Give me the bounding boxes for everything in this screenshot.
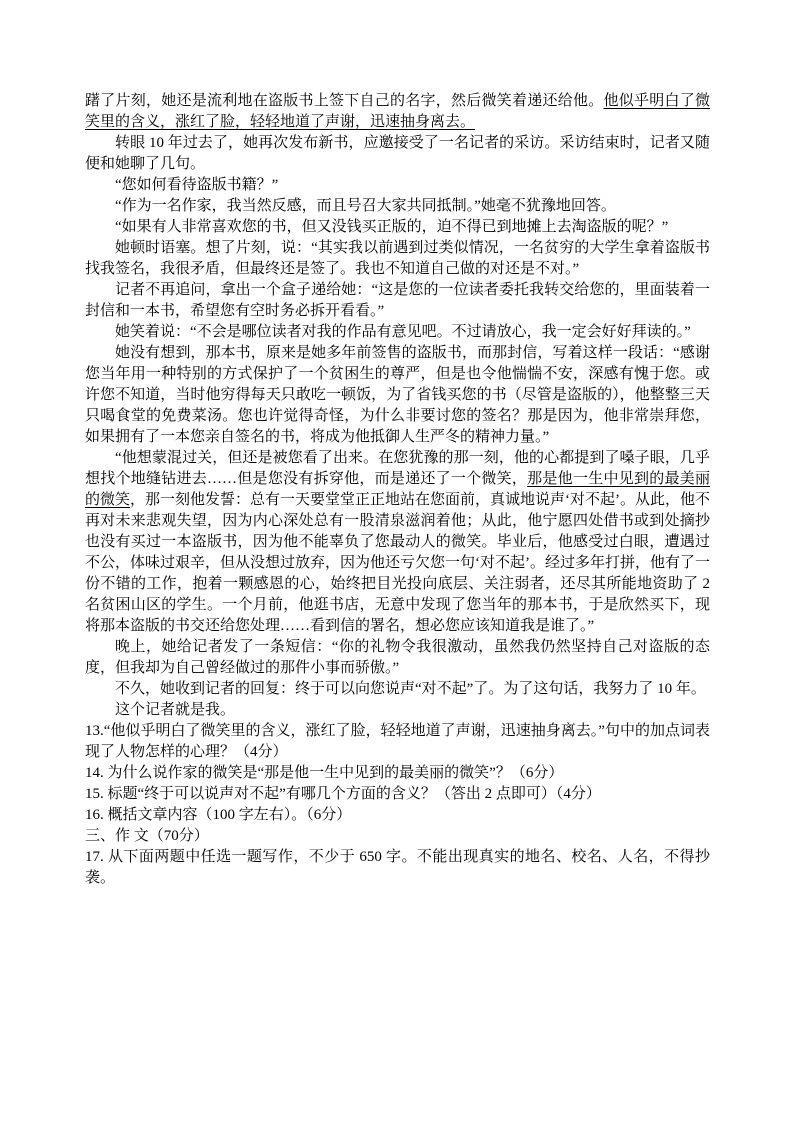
paragraph-letter-2 [85,448,710,637]
question-15 [85,784,710,805]
text-run: “作为一名作家，我当然反感，而且号召大家共同抵制。”她毫不犹豫地回答。 [115,198,616,214]
section-heading-composition [85,826,710,847]
text-run: “如果有人非常喜欢您的书，但又没钱买正版的，迫不得已到地摊上去淘盗版的呢？” [115,219,669,235]
text-run: 她笑着说：“不会是哪位读者对我的作品有意见吧。不过请放心，我一定会好好拜读的。” [115,324,691,340]
paragraph-letter-1 [85,343,710,448]
text-run: 14. 为什么说作家的微笑是“那是他一生中见到的最美丽的微笑”？（6分） [85,765,564,781]
text-run: 躇了片刻，她还是流利地在盗版书上签下自己的名字，然后微笑着递还给他。 [85,93,604,109]
text-run: “您如何看待盗版书籍？” [115,177,279,193]
question-14 [85,763,710,784]
paragraph-story-2 [85,238,710,280]
text-run: 13.“他似乎明白了微笑里的含义，涨红了脸，轻轻地道了声谢，迅速抽身离去。”句中的加点词表现了人物怎样的心理？（4分） [85,723,710,760]
text-run: 转眼 10 年过去了，她再次发布新书，应邀接受了一名记者的采访。采访结束时，记者又随便和她聊了几句。 [85,135,710,172]
text-run: 晚上，她给记者发了一条短信：“你的礼物令我很激动，虽然我仍然坚持自己对盗版的态度，但我却为自己曾经做过的那件小事而骄傲。” [85,639,710,676]
text-run: 16. 概括文章内容（100 字左右）。（6分） [85,807,352,823]
text-run: 她没有想到，那本书，原来是她多年前签售的盗版书，而那封信，写着这样一段话：“感谢您当年用一种特别的方式保护了一个贫困生的尊严，但是也令他惴惴不安，深感有愧于您。或许您不知道，当时他穷得每天只敢吃一顿饭，为了省钱买您的书（尽管是盗版的），他整整三天只喝食堂的免费菜汤。您也许觉得奇怪，为什么非要讨您的签名？那是因为，他非常崇拜您，如果拥有了一本您亲自签名的书，将成为他抵御人生严冬的精神力量。” [85,345,710,445]
question-13 [85,721,710,763]
paragraph-dialogue-2 [85,196,710,217]
text-run: 17. 从下面两题中任选一题写作，不少于 650 字。不能出现真实的地名、校名、人名，不得抄袭。 [85,849,710,886]
paragraph-story-1 [85,133,710,175]
paragraph-story-5 [85,637,710,679]
text-run: 三、作 文（70分） [85,828,209,844]
question-16 [85,805,710,826]
paragraph-continuation [85,91,710,133]
paragraph-dialogue-1 [85,175,710,196]
underlined-text-run: 那是他一生中见到的最美丽的微笑 [85,471,710,508]
question-17 [85,847,710,889]
paragraph-dialogue-3 [85,217,710,238]
paragraph-story-6 [85,679,710,700]
text-run: 她顿时语塞。想了片刻，说：“其实我以前遇到过类似情况，一名贫穷的大学生拿着盗版书找我签名，我很矛盾，但最终还是签了。我也不知道自己做的对还是不对。” [85,240,710,277]
text-run: 记者不再追问，拿出一个盒子递给她：“这是您的一位读者委托我转交给您的，里面装着一封信和一本书，希望您有空时务必拆开看看。” [85,282,710,319]
paragraph-story-7 [85,700,710,721]
text-run: 这个记者就是我。 [115,702,236,718]
text-run: “他想蒙混过关，但还是被您看了出来。在您犹豫的那一刻，他的心都提到了嗓子眼，几乎想找个地缝钻进去……但是您没有拆穿他，而是递还了一个微笑， [85,450,710,487]
underlined-text-run: 他似乎明白了微笑里的含义，涨红了脸，轻轻地道了声谢，迅速抽身离去。 [85,93,710,130]
text-run: 不久，她收到记者的回复：终于可以向您说声“对不起”了。为了这句话，我努力了 10 年。 [115,681,706,697]
text-run: ，那一刻他发誓：总有一天要堂堂正正地站在您面前，真诚地说声‘对不起’。从此，他不再对未来悲观失望，因为内心深处总有一股清泉滋润着他；从此，他宁愿四处借书或到处摘抄也没有买过一本盗版书，因为他不能辜负了您最动人的微笑。毕业后，他感受过白眼，遭遇过不公，体味过艰辛，但从没想过放弃，因为他还亏欠您一句‘对不起’。经过多年打拼，他有了一份不错的工作，抱着一颗感恩的心，始终把目光投向底层、关注弱者，还尽其所能地资助了 2 名贫困山区的学生。一个月前，他逛书店，无意中发现了您当年的那本书，于是欣然买下，现将那本盗版的书交还给您处理……看到信的署名，想必您应该知道我是谁了。” [85,492,711,634]
text-run: 15. 标题“终于可以说声对不起”有哪几个方面的含义？（答出 2 点即可）（4分） [85,786,601,802]
paragraph-story-3 [85,280,710,322]
paragraph-story-4 [85,322,710,343]
